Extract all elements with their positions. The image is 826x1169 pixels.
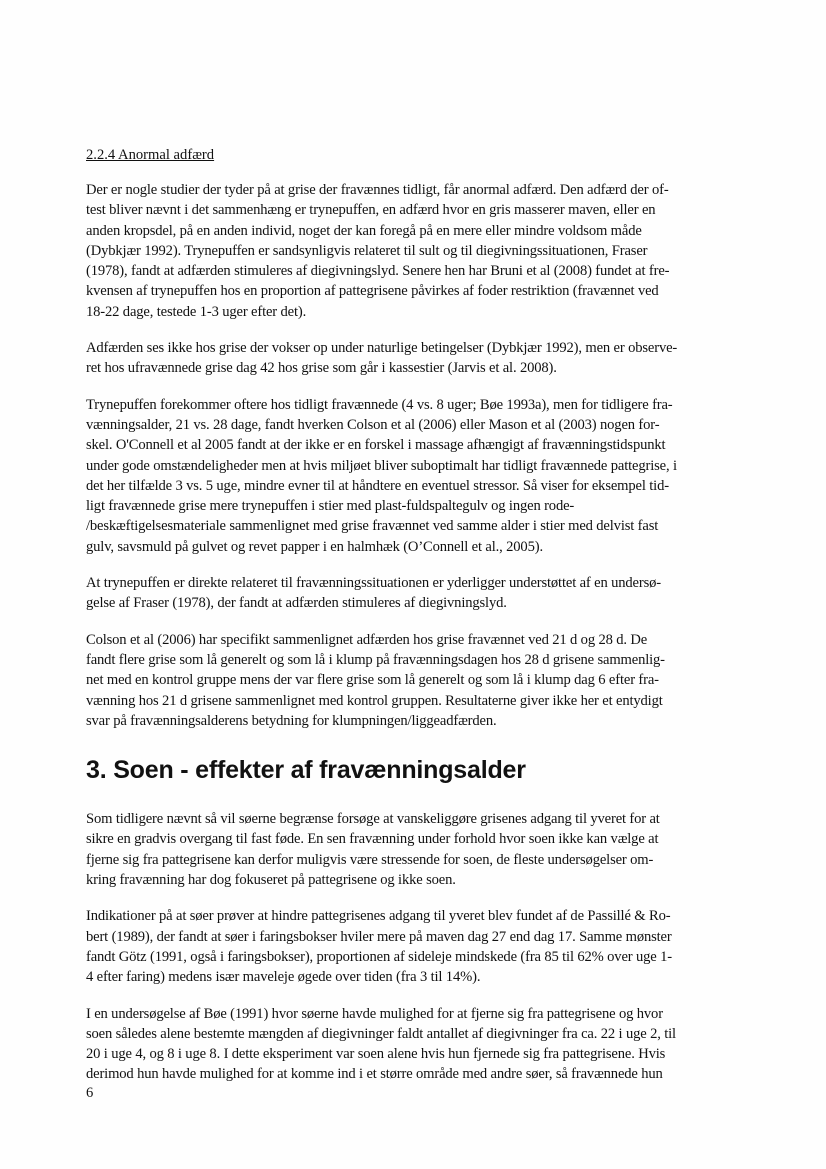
subheading-anormal-adfaerd: 2.2.4 Anormal adfærd — [86, 147, 215, 163]
paragraph-fravaenningssituationen — [86, 573, 766, 614]
text-line: (1978), fandt at adfærden stimuleres af diegivningslyd. Senere hen har Bruni et al (2008) fundet at fre- — [86, 263, 670, 280]
section-gap — [86, 785, 766, 809]
text-line: det her tilfælde 3 vs. 5 uge, mindre evner til at håndtere en eventuel stressor. Så viser for eksempel tid- — [86, 477, 669, 494]
text-line: derimod hun havde mulighed for at komme ind i et større område med andre søer, så fravænnede hun — [86, 1066, 663, 1083]
text-line: fjerne sig fra pattegrisene kan derfor muligvis være stressende for soen, de fleste undersøgelser om- — [86, 851, 654, 868]
text-line: kring fravænning har dog fokuseret på pattegrisene og ikke soen. — [86, 872, 456, 889]
text-line: svar på fravænningsalderens betydning for klumpningen/liggeadfærden. — [86, 712, 497, 729]
text-line: (Dybkjær 1992). Trynepuffen er sandsynligvis relateret til sult og til diegivningssituationen, Fraser — [86, 242, 648, 259]
text-line: Der er nogle studier der tyder på at grise der fravænnes tidligt, får anormal adfærd. Den adfærd der of- — [86, 182, 669, 198]
text-line: fandt Götz (1991, også i faringsbokser), proportionen af sideleje mindskede (fra 85 til 62% over uge 1- — [86, 948, 672, 965]
text-line: vænning hos 21 d grisene sammenlignet med kontrol gruppen. Resultaterne giver ikke her et entydigt — [86, 692, 663, 709]
text-line: fandt flere grise som lå generelt og som lå i klump på fravænningsdagen hos 28 d grisene sammenlig- — [86, 651, 665, 668]
text-line: test bliver nævnt i det sammenhæng er trynepuffen, en adfærd hvor en gris masserer maven, eller en — [86, 202, 656, 219]
text-line: Som tidligere nævnt så vil søerne begrænse forsøge at vanskeliggøre grisenes adgang til yveret for at — [86, 811, 660, 828]
paragraph-naturlige-betingelser — [86, 338, 766, 379]
text-line: vænningsalder, 21 vs. 28 dage, fandt hverken Colson et al (2006) eller Mason et al (2003) nogen for- — [86, 416, 660, 433]
paragraph-boe-1991 — [86, 1004, 766, 1085]
paragraph-gap — [86, 379, 766, 395]
text-line: gelse af Fraser (1978), der fandt at adfærden stimuleres af diegivningslyd. — [86, 595, 507, 612]
text-line: soen således alene bestemte mængden af diegivninger faldt antallet af diegivninger fra ca. 22 i uge 2, til — [86, 1025, 676, 1042]
paragraph-gap — [86, 614, 766, 630]
text-line: gulv, savsmuld på gulvet og revet papper i en halmhæk (O’Connell et al., 2005). — [86, 538, 543, 555]
text-line: At trynepuffen er direkte relateret til fravænningssituationen er yderligger understøttet af en undersø- — [86, 575, 661, 592]
text-line: Trynepuffen forekommer oftere hos tidligt fravænnede (4 vs. 8 uger; Bøe 1993a), men for tidligere fra- — [86, 396, 673, 413]
paragraph-gap — [86, 557, 766, 573]
text-line: Colson et al (2006) har specifikt sammenlignet adfærden hos grise fravænnet ved 21 d og 28 d. De — [86, 631, 648, 648]
text-line: ligt fravænnede grise mere trynepuffen i stier med plast-fuldspaltegulv og ingen rode- — [86, 498, 575, 515]
paragraph-gap — [86, 988, 766, 1004]
text-line: Indikationer på at søer prøver at hindre pattegrisenes adgang til yveret blev fundet af de Passillé & Ro- — [86, 908, 671, 925]
section-gap — [86, 731, 766, 755]
text-line: kvensen af trynepuffen hos en proportion af pattegrisene påvirkes af foder restriktion (fravænnet ved — [86, 283, 659, 300]
paragraph-gap — [86, 890, 766, 906]
text-line: 4 efter faring) medens især maveleje øgede over tiden (fra 3 til 14%). — [86, 969, 481, 986]
text-line: skel. O'Connell et al 2005 fandt at der ikke er en forskel i massage afhængigt af fravænningstidspunkt — [86, 437, 666, 454]
page-number: 6 — [86, 1085, 94, 1101]
text-line: net med en kontrol gruppe mens der var flere grise som lå generelt og som lå i klump dag 6 efter fra- — [86, 672, 659, 689]
text-line: anden kropsdel, på en anden individ, noget der kan foregå på en mere eller mindre voldsom måde — [86, 222, 642, 239]
paragraph-anormal-intro — [86, 180, 766, 322]
paragraph-trynepuffen-forekommer — [86, 395, 766, 557]
page-content — [86, 146, 766, 1085]
text-line: ret hos ufravænnede grise dag 42 hos grise som går i kassestier (Jarvis et al. 2008). — [86, 360, 557, 377]
text-line: 20 i uge 4, og 8 i uge 8. I dette eksperiment var soen alene hvis hun fjernede sig fra pattegrisene. Hvis — [86, 1046, 666, 1063]
text-line: /beskæftigelsesmateriale sammenlignet med grise fravænnet ved samme alder i stier med delvist fast — [86, 518, 659, 535]
text-line: Adfærden ses ikke hos grise der vokser op under naturlige betingelser (Dybkjær 1992), men er observe- — [86, 340, 678, 357]
text-line: I en undersøgelse af Bøe (1991) hvor søerne havde mulighed for at fjerne sig fra pattegrisene og hvor — [86, 1005, 663, 1022]
paragraph-soen-intro — [86, 809, 766, 890]
text-line: under gode omstændeligheder men at hvis miljøet bliver suboptimalt har tidligt fravænnede pattegrise, i — [86, 457, 677, 474]
paragraph-colson — [86, 630, 766, 731]
section-heading-soen: 3. Soen - effekter af fravænningsalder — [86, 756, 526, 785]
text-line: bert (1989), der fandt at søer i faringsbokser hviler mere på maven dag 27 end dag 17. Samme mønster — [86, 928, 672, 945]
paragraph-gap — [86, 322, 766, 338]
text-line: sikre en gradvis overgang til fast føde. En sen fravænning under forhold hvor soen ikke kan vælge at — [86, 831, 659, 848]
text-line: 18-22 dage, testede 1-3 uger efter det). — [86, 303, 307, 320]
paragraph-indikationer — [86, 906, 766, 987]
